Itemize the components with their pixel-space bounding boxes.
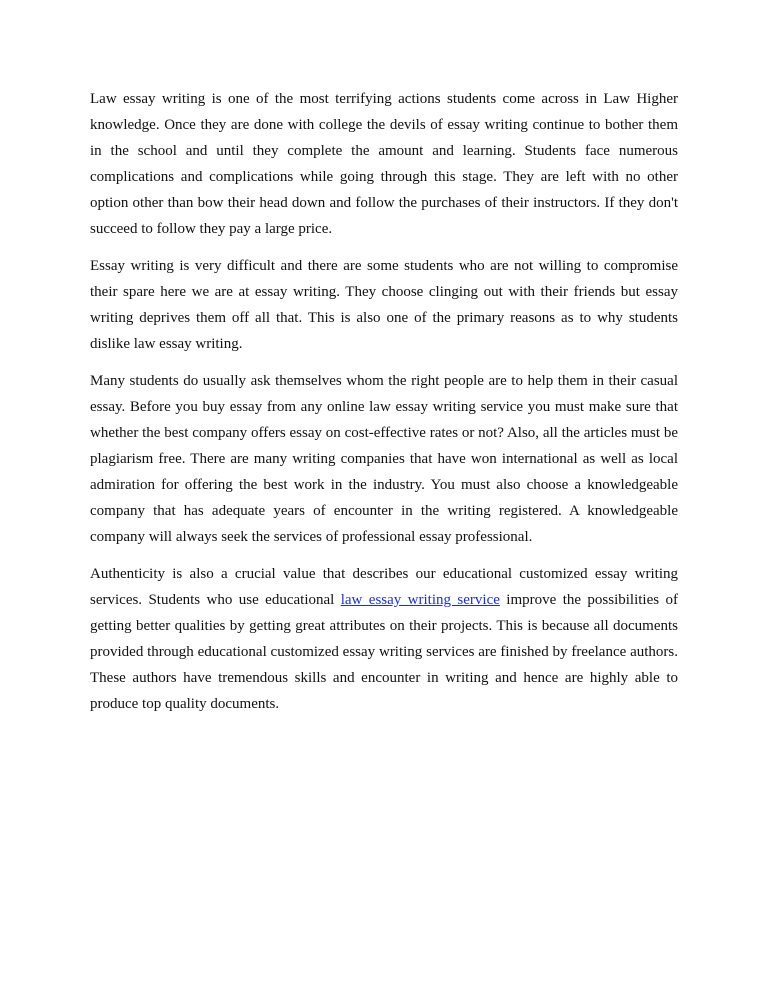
document-body: [90, 86, 678, 728]
paragraph-3: Many students do usually ask themselves whom the right people are to help them in their casual essay. Before you buy essay from any online law essay writing service you must make sure that whether the best company offers essay on cost-effective rates or not? Also, all the articles must be plagiarism free. There are many writing companies that have won international as well as local admiration for offering the best work in the industry. You must also choose a knowledgeable company that has adequate years of encounter in the writing registered. A knowledgeable company will always seek the services of professional essay professional.: [90, 373, 678, 545]
paragraph-4: [90, 561, 678, 717]
paragraph-1: Law essay writing is one of the most terrifying actions students come across in Law Higher knowledge. Once they are done with college the devils of essay writing continue to bother them in the school and until they complete the amount and learning. Students face numerous complications and complications while going through this stage. They are left with no other option other than bow their head down and follow the purchases of their instructors. If they don't succeed to follow they pay a large price.: [90, 91, 678, 237]
paragraph-4-text-before: Authenticity is also a crucial value that describes our educational customized essay writing services. Students who use educational: [90, 566, 678, 608]
paragraph-4-text-after: improve the possibilities of getting better qualities by getting great attributes on their projects. This is because all documents provided through educational customized essay writing services are finished by freelance authors. These authors have tremendous skills and encounter in writing and hence are highly able to produce top quality documents.: [90, 592, 678, 712]
law-essay-writing-service-link[interactable]: law essay writing service: [340, 592, 500, 608]
paragraph-2: Essay writing is very difficult and there are some students who are not willing to compromise their spare here we are at essay writing. They choose clinging out with their friends but essay writing deprives them off all that. This is also one of the primary reasons as to why students dislike law essay writing.: [90, 258, 678, 352]
